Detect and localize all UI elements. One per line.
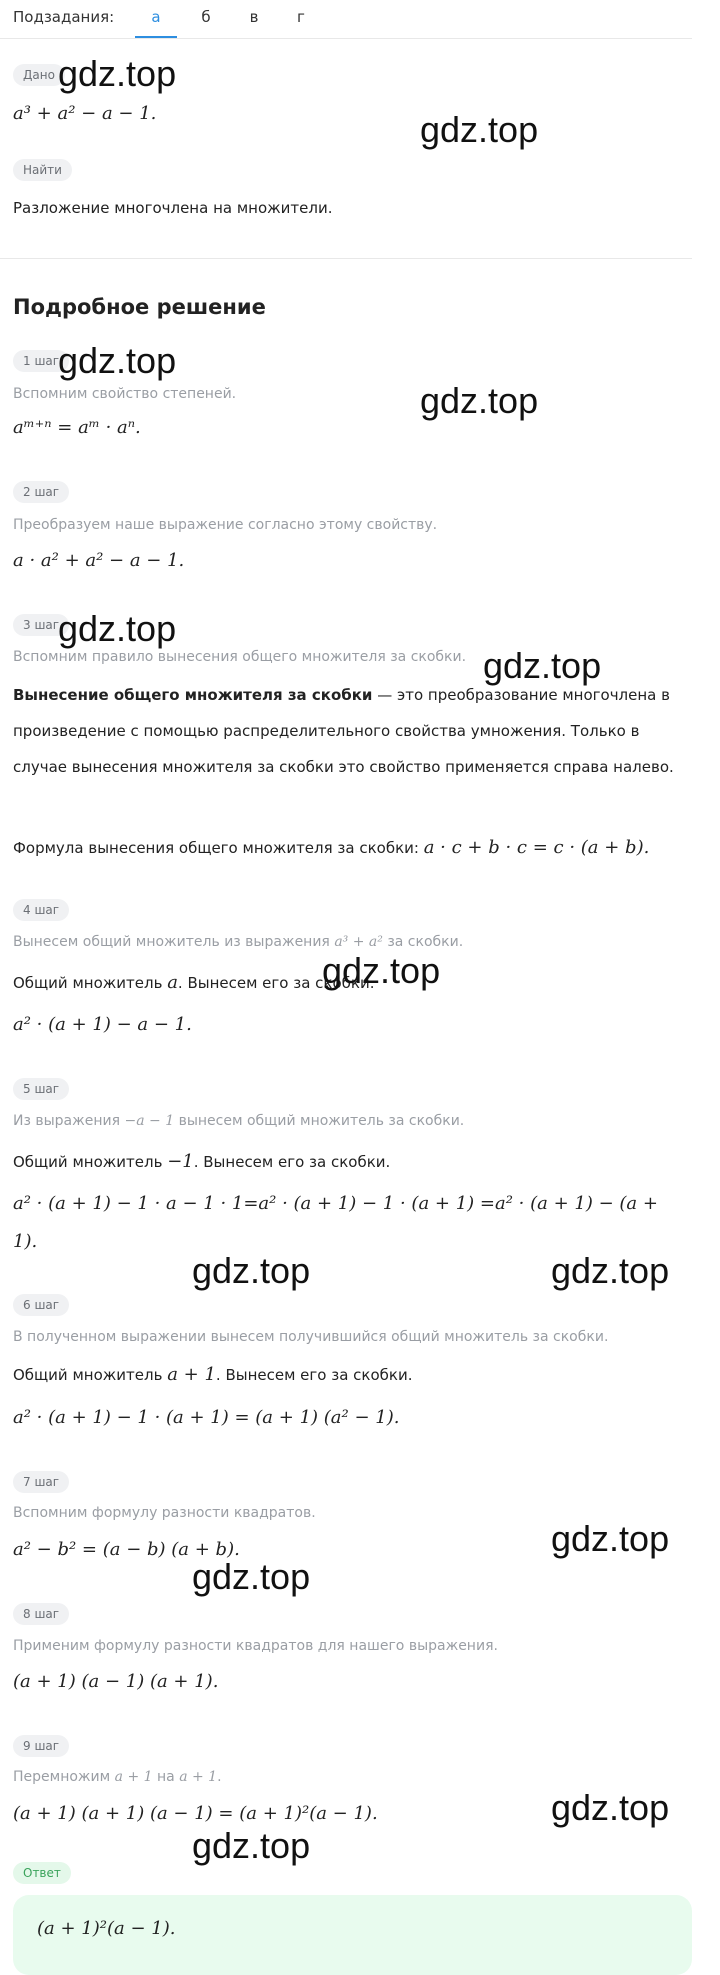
step-badge: 1 шаг (13, 350, 69, 372)
watermark: gdz.top (192, 1556, 311, 1597)
step-badge: 8 шаг (13, 1603, 69, 1625)
step-badge: 2 шаг (13, 481, 69, 503)
step-badge: 9 шаг (13, 1735, 69, 1757)
watermark: gdz.top (551, 1787, 670, 1828)
find-badge: Найти (13, 159, 72, 181)
step-hint: Из выражения −a − 1 вынесем общий множитель за скобки. (13, 1113, 465, 1129)
step-expression: aᵐ⁺ⁿ = aᵐ · aⁿ. (13, 417, 141, 438)
answer-expression: (a + 1)²(a − 1). (37, 1918, 176, 1939)
watermark: gdz.top (58, 53, 177, 94)
watermark: gdz.top (483, 645, 602, 686)
step-expression: a · a² + a² − a − 1. (13, 550, 185, 571)
step-expression: a² · (a + 1) − 1 · a − 1 · 1=a² · (a + 1) − 1 · (a + 1) =a² · (a + 1) − (a + (13, 1193, 658, 1214)
definition-paragraph (13, 677, 693, 785)
watermark: gdz.top (322, 950, 441, 991)
watermark: gdz.top (420, 109, 539, 150)
step-hint: Перемножим a + 1 на a + 1. (13, 1769, 222, 1785)
step-hint: Вспомним правило вынесения общего множителя за скобки. (13, 649, 467, 665)
step-expression: a² − b² = (a − b) (a + b). (13, 1539, 240, 1560)
step-expression: (a + 1) (a − 1) (a + 1). (13, 1671, 219, 1692)
formula-label: Формула вынесения общего множителя за скобки: (13, 839, 424, 857)
subtasks-label: Подзадания: (13, 8, 115, 26)
step-badge: 4 шаг (13, 899, 69, 921)
step-text: Общий множитель a + 1. Вынесем его за скобки. (13, 1364, 413, 1385)
step-text: Общий множитель −1. Вынесем его за скобки. (13, 1151, 391, 1172)
given-badge: Дано (13, 64, 65, 86)
step-hint: Преобразуем наше выражение согласно этому свойству. (13, 517, 438, 533)
step-hint: Применим формулу разности квадратов для нашего выражения. (13, 1638, 498, 1654)
definition-text: — это преобразование многочлена в произведение с помощью распределительного свойства умножения. Только в случае вынесения множителя за скобки это свойство применяется справа налево. (13, 686, 674, 776)
step-badge: 6 шаг (13, 1294, 69, 1316)
step-hint: Вспомним свойство степеней. (13, 386, 237, 402)
answer-badge: Ответ (13, 1862, 71, 1884)
step-hint: Вынесем общий множитель из выражения a³ + a² за скобки. (13, 934, 464, 950)
step-badge: 3 шаг (13, 614, 69, 636)
solution-title: Подробное решение (13, 295, 266, 319)
answer-box (13, 1895, 692, 1975)
watermark: gdz.top (192, 1825, 311, 1866)
tab-g[interactable]: г (297, 8, 305, 26)
step-expression: a² · (a + 1) − 1 · (a + 1) = (a + 1) (a² − 1). (13, 1407, 400, 1428)
step-expression-continued: 1). (13, 1231, 38, 1252)
watermark: gdz.top (551, 1518, 670, 1559)
tabs-divider (0, 38, 692, 39)
watermark: gdz.top (551, 1250, 670, 1291)
definition-term: Вынесение общего множителя за скобки (13, 686, 373, 704)
step-expression: a² · (a + 1) − a − 1. (13, 1014, 192, 1035)
given-expression: a³ + a² − a − 1. (13, 103, 157, 124)
step-expression: (a + 1) (a + 1) (a − 1) = (a + 1)²(a − 1). (13, 1803, 378, 1824)
tab-a[interactable]: а (151, 8, 161, 26)
formula-line (13, 837, 649, 858)
watermark: gdz.top (58, 340, 177, 381)
step-hint: В полученном выражении вынесем получившийся общий множитель за скобки. (13, 1329, 609, 1345)
watermark: gdz.top (58, 608, 177, 649)
find-text: Разложение многочлена на множители. (13, 199, 333, 217)
formula-expression: a · c + b · c = c · (a + b). (423, 837, 650, 858)
step-badge: 5 шаг (13, 1078, 69, 1100)
tab-v[interactable]: в (249, 8, 259, 26)
watermark: gdz.top (192, 1250, 311, 1291)
section-divider (0, 258, 692, 259)
step-text: Общий множитель a. Вынесем его за скобки. (13, 972, 375, 993)
watermark: gdz.top (420, 380, 539, 421)
step-hint: Вспомним формулу разности квадратов. (13, 1505, 316, 1521)
tab-b[interactable]: б (201, 8, 211, 26)
step-badge: 7 шаг (13, 1471, 69, 1493)
